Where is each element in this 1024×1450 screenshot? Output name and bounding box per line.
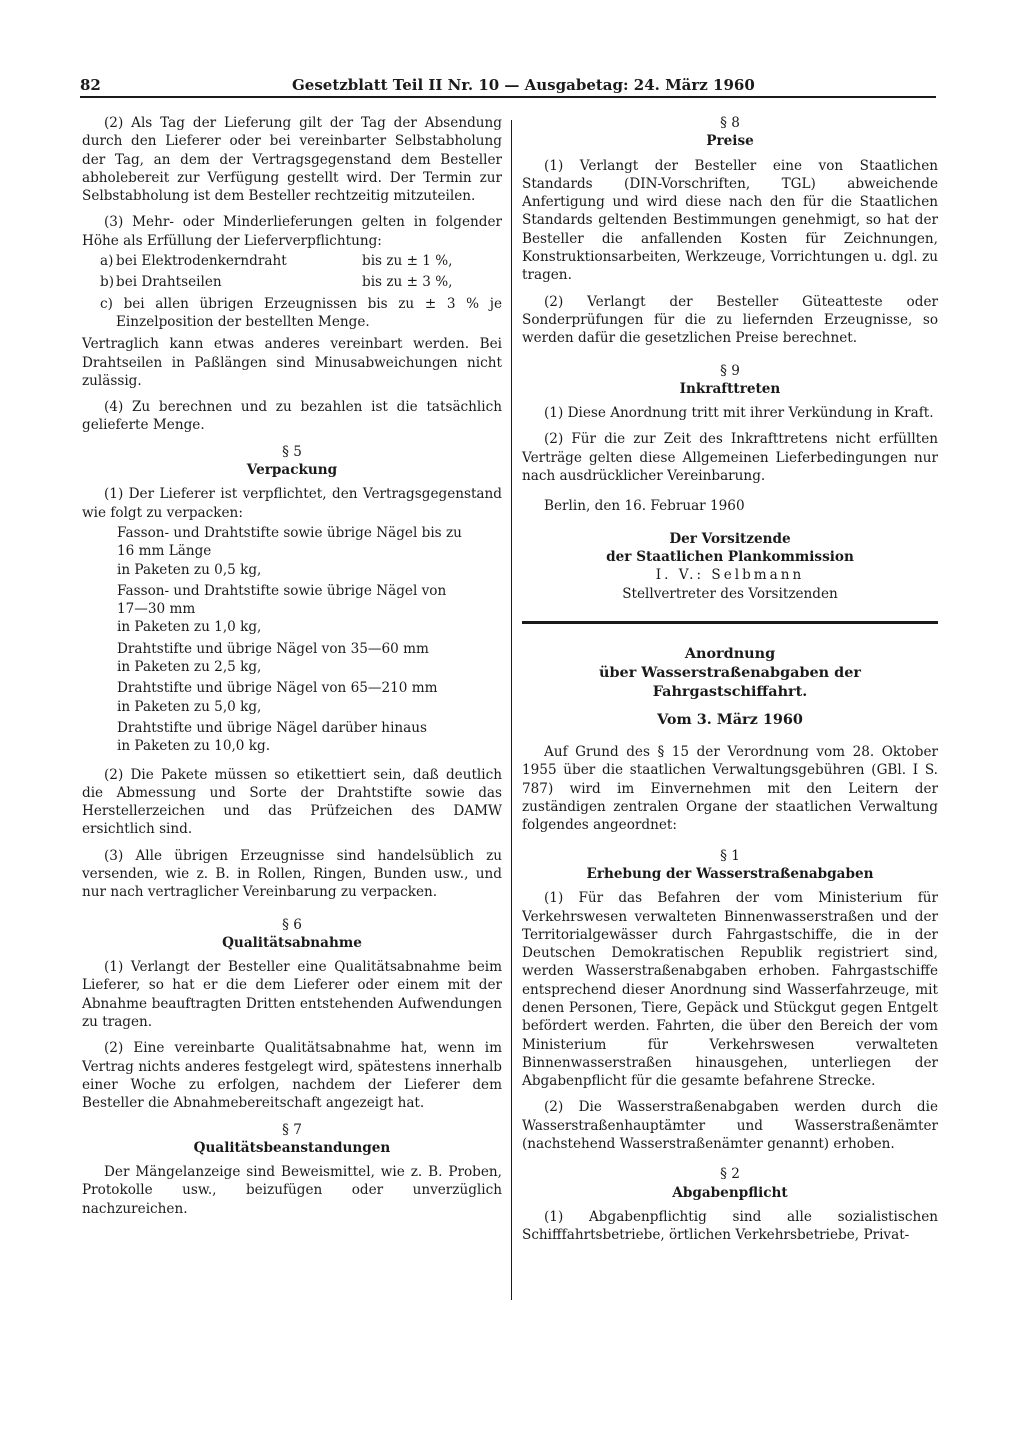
- packaging-item: [117, 640, 502, 677]
- section-title: Preise: [706, 133, 754, 150]
- pack-line: in Paketen zu 1,0 kg,: [117, 619, 262, 636]
- right-column: [522, 114, 938, 1253]
- paragraph: Vertraglich kann etwas anderes vereinbart werden. Bei Drahtseilen in Paßlängen sind Minusabweichungen nicht zulässig.: [82, 336, 502, 389]
- section-number: § 6: [282, 916, 302, 933]
- section-divider: [522, 621, 938, 624]
- paragraph: (3) Alle übrigen Erzeugnisse sind handelsüblich zu versenden, wie z. B. in Rollen, Ringen, Bunden usw., und nur nach vertraglicher Vereinbarung zu verpacken.: [82, 847, 502, 901]
- section-title: Erhebung der Wasserstraßenabgaben: [586, 865, 874, 882]
- list-value: bis zu ± 1 %,: [362, 253, 453, 270]
- paragraph: (2) Die Wasserstraßenabgaben werden durch die Wasserstraßenhauptämter und Wasserstraßenämter (nachstehend Wasserstraßenämter genannt) erhoben.: [522, 1099, 938, 1153]
- paragraph: (4) Zu berechnen und zu bezahlen ist die tatsächlich gelieferte Menge.: [82, 399, 502, 434]
- pack-line: in Paketen zu 10,0 kg.: [117, 738, 271, 755]
- paragraph: (1) Der Lieferer ist verpflichtet, den Vertragsgegenstand wie folgt zu verpacken:: [82, 486, 502, 521]
- signature-title: Der Vorsitzende: [669, 530, 791, 547]
- pack-line: in Paketen zu 2,5 kg,: [117, 659, 262, 676]
- list-item: [82, 273, 502, 291]
- paragraph: Der Mängelanzeige sind Beweismittel, wie z. B. Proben, Protokolle usw., beizufügen oder unverzüglich nachzureichen.: [82, 1164, 502, 1217]
- date-place: Berlin, den 16. Februar 1960: [544, 498, 745, 515]
- signature-org: der Staatlichen Plankommission: [606, 548, 854, 565]
- preamble: Auf Grund des § 15 der Verordnung vom 28. Oktober 1955 über die staatlichen Verwaltungsgebühren (GBl. I S. 787) wird im Einvernehmen mit den Leitern der zuständigen zentralen Organe der staatlichen Verwaltung folgendes angeordnet:: [522, 744, 938, 834]
- list-label: b): [100, 274, 115, 291]
- section-number: § 8: [720, 115, 740, 131]
- page-number: 82: [80, 76, 101, 94]
- left-column: [82, 114, 502, 1226]
- paragraph: (1) Abgabenpflichtig sind alle sozialistischen Schifffahrtsbetriebe, örtlichen Verkehrsbetriebe, Privat-: [522, 1208, 938, 1244]
- list-label: a): [100, 253, 114, 270]
- paragraph: (1) Verlangt der Besteller eine von Staatlichen Standards (DIN-Vorschriften, TGL) abweichende Anfertigung und wird diese nach den für die Staatlichen Standards geltenden Bestimmungen genehmigt, so hat der Besteller die anfallenden Kosten für Zeichnungen, Konstruktionsarbeiten, Werkzeuge, Vorrichtungen u. dgl. zu tragen.: [522, 157, 938, 284]
- list-item: [82, 252, 502, 270]
- section-number: § 7: [282, 1121, 302, 1138]
- section-number: § 9: [720, 362, 740, 379]
- paragraph: (2) Eine vereinbarte Qualitätsabnahme hat, wenn im Vertrag nichts anderes festgelegt wird, spätestens innerhalb einer Woche zu erfolgen, nachdem der Lieferer dem Besteller die Abnahmebereitschaft angezeigt hat.: [82, 1040, 502, 1112]
- section-number: § 2: [720, 1166, 740, 1183]
- signature-name: I. V.: Selbmann: [655, 567, 805, 584]
- signature-role: Stellvertreter des Vorsitzenden: [622, 585, 838, 602]
- paragraph: (2) Als Tag der Lieferung gilt der Tag der Absendung durch den Lieferer oder bei vereinbarter Selbstabholung der Tag, an dem der Vertragsgegenstand dem Besteller abholebereit zur Verfügung gestellt wird. Der Termin zur Selbstabholung ist dem Besteller rechtzeitig mitzuteilen.: [82, 115, 502, 205]
- packaging-item: [117, 582, 502, 637]
- paragraph: (2) Verlangt der Besteller Güteatteste oder Sonderprüfungen für die zu liefernden Erzeugnisse, so werden dafür die gesetzlichen Preise berechnet.: [522, 293, 938, 347]
- pack-line: Drahtstifte und übrige Nägel von 35—60 mm: [117, 640, 429, 657]
- packaging-item: [117, 524, 502, 579]
- section-title: Inkrafttreten: [679, 380, 781, 397]
- paragraph: (3) Mehr- oder Minderlieferungen gelten in folgender Höhe als Erfüllung der Lieferverpflichtung:: [82, 214, 502, 249]
- packaging-item: [117, 679, 502, 716]
- pack-line: in Paketen zu 0,5 kg,: [117, 561, 262, 578]
- pack-line: in Paketen zu 5,0 kg,: [117, 698, 262, 715]
- pack-line: 16 mm Länge: [117, 543, 212, 560]
- paragraph: (1) Für das Befahren der vom Ministerium für Verkehrswesen verwalteten Binnenwasserstraßen und der Territorialgewässer durch Fahrgastschiffe, die in der Deutschen Demokratischen Republik registriert sind, werden Wasserstraßenabgaben erhoben. Fahrgastschiffe entsprechend dieser Anordnung sind Wasserfahrzeuge, mit denen Personen, Tiere, Gepäck und Stückgut gegen Entgelt befördert werden. Fahrten, die über den Bereich der vom Ministerium für Verkehrswesen verwalteten Binnenwasserstraßen hinausgehen, unterliegen der Abgabenpflicht für die gesamte befahrene Strecke.: [522, 890, 938, 1090]
- pack-line: Drahtstifte und übrige Nägel von 65—210 mm: [117, 680, 438, 697]
- pack-line: Drahtstifte und übrige Nägel darüber hinaus: [117, 719, 428, 736]
- list-item: c) bei allen übrigen Erzeugnissen bis zu ± 3 % je Einzelposition der bestellten Menge.: [100, 295, 502, 330]
- running-title: Gesetzblatt Teil II Nr. 10 — Ausgabetag: 24. März 1960: [292, 76, 755, 94]
- paragraph: (1) Verlangt der Besteller eine Qualitätsabnahme beim Lieferer, so hat er die dem Lieferer oder einem mit der Abnahme beauftragten Dritten entstehenden Aufwendungen zu tragen.: [82, 959, 502, 1031]
- list-text: bei Elektrodenkerndraht: [116, 253, 287, 270]
- section-number: § 5: [282, 443, 302, 460]
- paragraph: (2) Die Pakete müssen so etikettiert sein, daß deutlich die Abmessung und Sorte der Drahtstifte sowie das Herstellerzeichen und das Prüfzeichen des DAMW ersichtlich sind.: [82, 766, 502, 838]
- column-divider: [511, 120, 512, 1300]
- pack-line: 17—30 mm: [117, 601, 196, 618]
- document-subtitle: über Wasserstraßenabgaben der Fahrgastschiffahrt.: [599, 663, 861, 700]
- paragraph: (1) Diese Anordnung tritt mit ihrer Verkündung in Kraft.: [544, 405, 934, 422]
- section-number: § 1: [720, 847, 740, 864]
- page-header: [80, 74, 936, 98]
- section-title: Verpackung: [246, 462, 338, 479]
- section-title: Qualitätsbeanstandungen: [193, 1139, 391, 1156]
- pack-line: Fasson- und Drahtstifte sowie übrige Nägel bis zu: [117, 524, 462, 541]
- packaging-item: [117, 719, 502, 756]
- document-date: Vom 3. März 1960: [657, 710, 803, 728]
- list-text: bei Drahtseilen: [116, 274, 222, 291]
- document-title: Anordnung: [684, 644, 776, 662]
- list-value: bis zu ± 3 %,: [362, 274, 453, 291]
- section-title: Qualitätsabnahme: [222, 934, 362, 951]
- tolerance-list: [82, 252, 502, 331]
- pack-line: Fasson- und Drahtstifte sowie übrige Nägel von: [117, 582, 447, 599]
- section-title: Abgabenpflicht: [672, 1184, 788, 1201]
- paragraph: (2) Für die zur Zeit des Inkrafttretens nicht erfüllten Verträge gelten diese Allgemeinen Lieferbedingungen nur nach ausdrücklicher Vereinbarung.: [522, 431, 938, 485]
